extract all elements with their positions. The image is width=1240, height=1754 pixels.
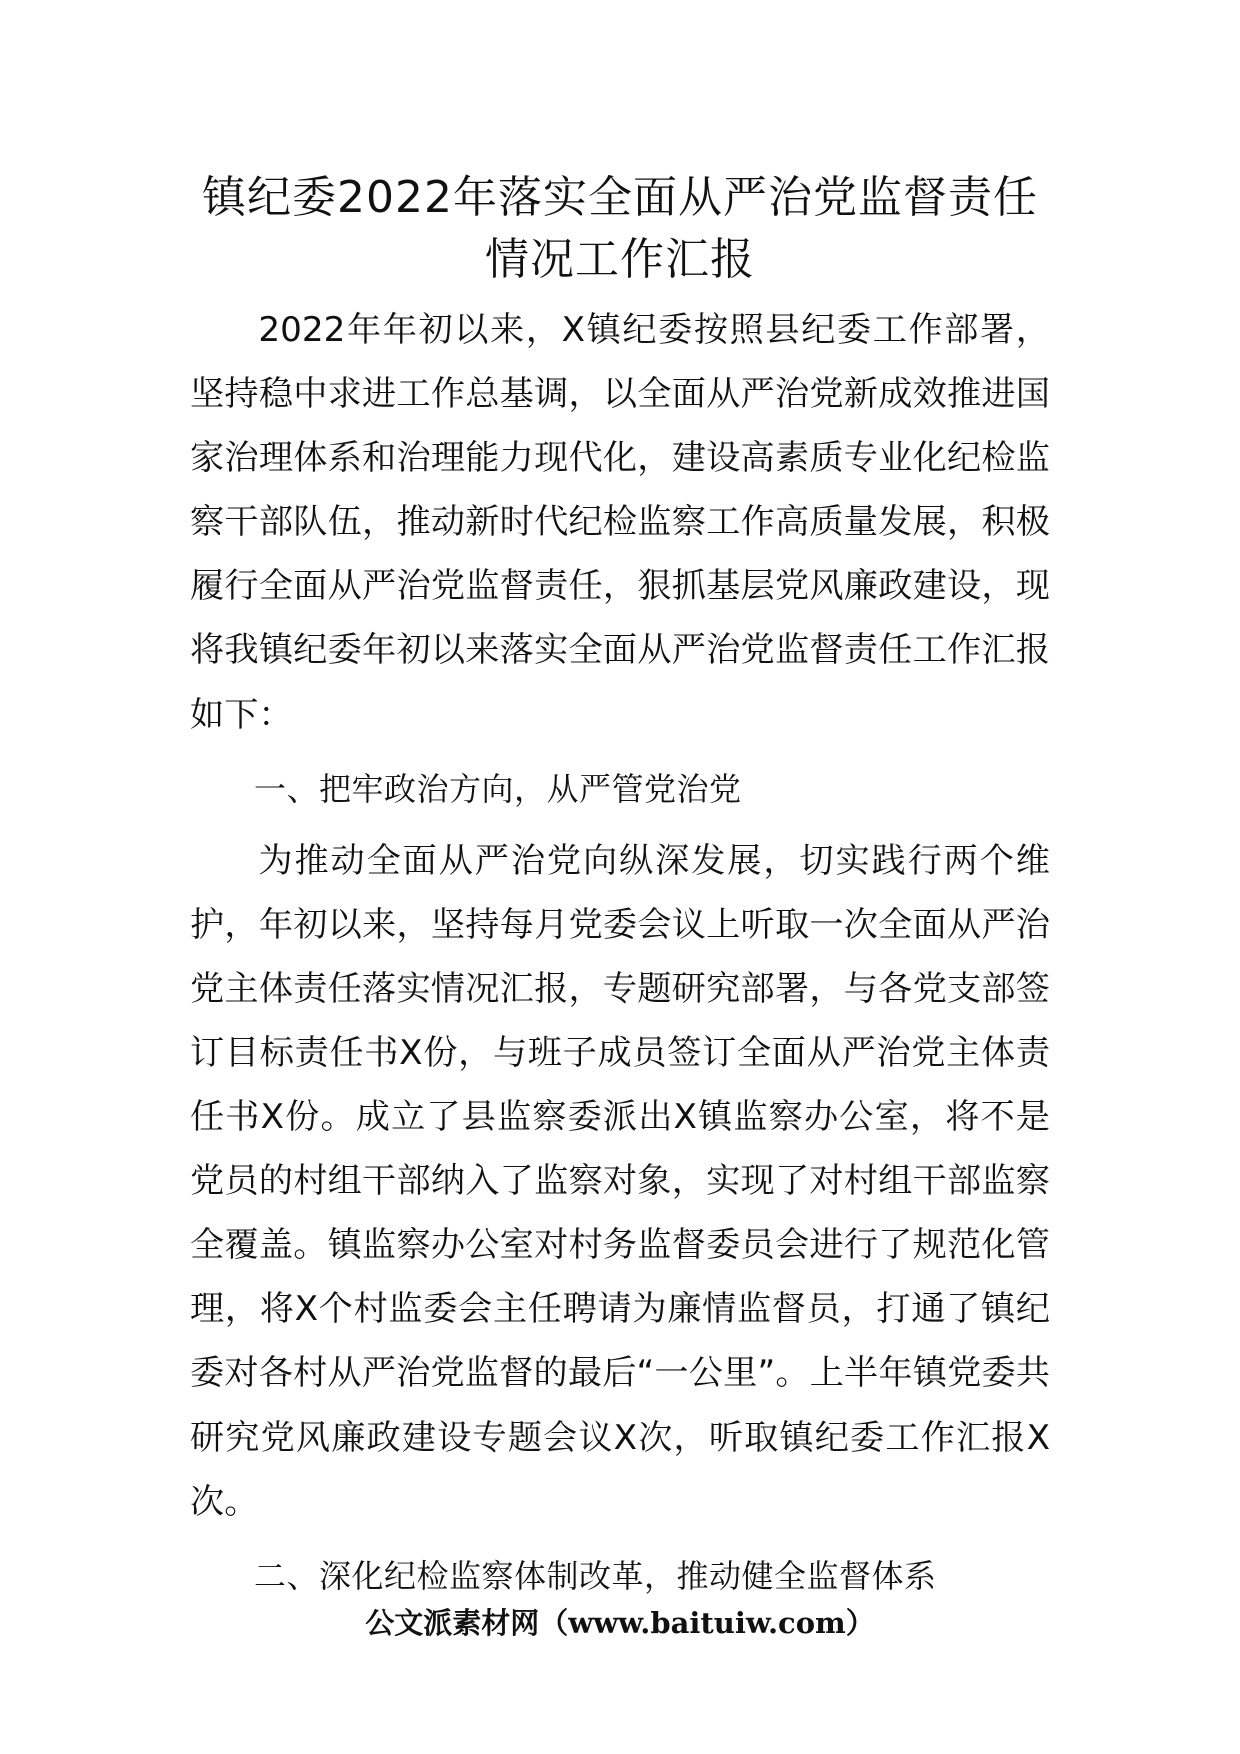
section-1-heading: 一、把牢政治方向，从严管党治党: [254, 769, 742, 808]
section-1-paragraph: 为推动全面从严治党向纵深发展，切实践行两个维护，年初以来，坚持每月党委会议上听取一次全面从严治党主体责任落实情况汇报，专题研究部署，与各党支部签订目标责任书X份，与班子成员签订全面从严治党主体责任书X份。成立了县监察委派出X镇监察办公室，将不是党员的村组干部纳入了监察对象，实现了对村组干部监察全覆盖。镇监察办公室对村务监督委员会进行了规范化管理，将X个村监委会主任聘请为廉情监督员，打通了镇纪委对各村从严治党监督的最后“一公里”。上半年镇党委共研究党风廉政建设专题会议X次，听取镇纪委工作汇报X次。: [190, 840, 1050, 1522]
document-title-line-1: 镇纪委2022年落实全面从严治党监督责任: [202, 172, 1038, 223]
document-title-line-2: 情况工作汇报: [485, 234, 755, 285]
footer-watermark: 公文派素材网（www.baituiw.com）: [365, 1606, 875, 1640]
document-body: [190, 298, 1050, 1616]
section-2-heading: 二、深化纪检监察体制改革，推动健全监督体系: [254, 1556, 937, 1595]
intro-paragraph: 2022年年初以来，X镇纪委按照县纪委工作部署，坚持稳中求进工作总基调，以全面从严治党新成效推进国家治理体系和治理能力现代化，建设高素质专业化纪检监察干部队伍，推动新时代纪检监察工作高质量发展，积极履行全面从严治党监督责任，狠抓基层党风廉政建设，现将我镇纪委年初以来落实全面从严治党监督责任工作汇报如下：: [190, 310, 1050, 735]
